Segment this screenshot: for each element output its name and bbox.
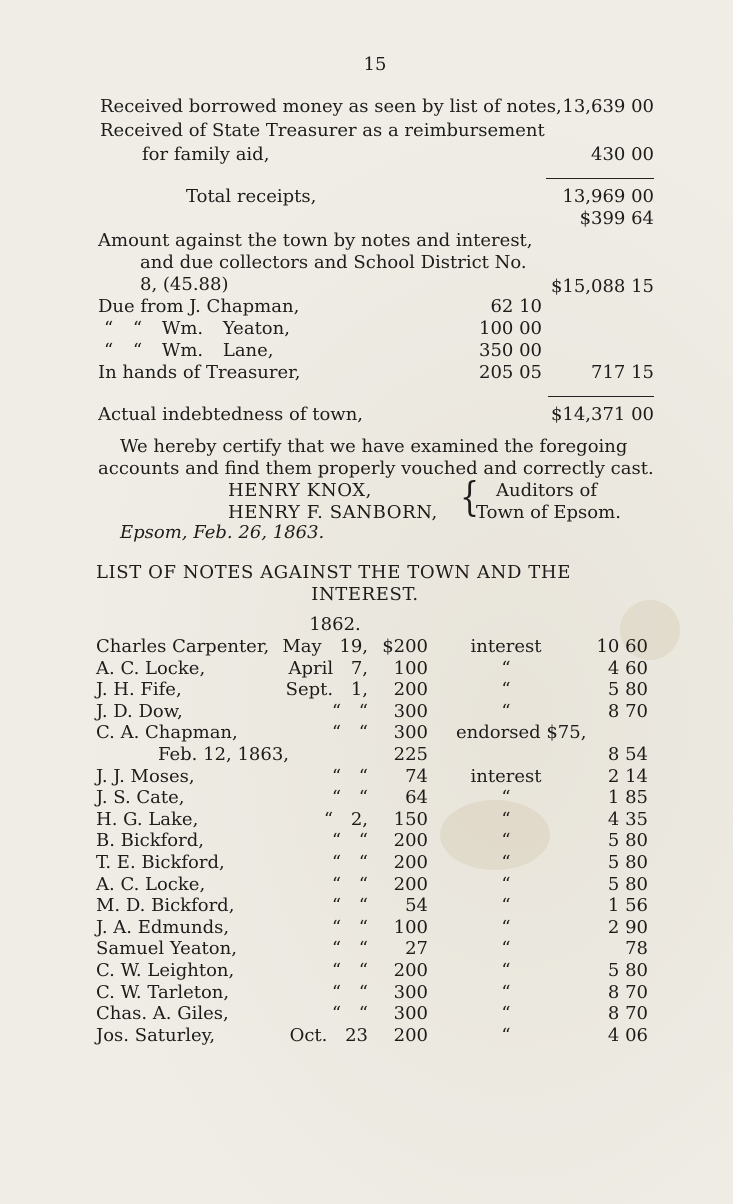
- note-principal: $200: [382, 636, 428, 657]
- note-remark: interest: [470, 636, 542, 657]
- note-date: “ “: [331, 787, 368, 809]
- note-holder-name: Chas. A. Giles,: [96, 1003, 229, 1025]
- note-holder-name: Charles Carpenter,: [96, 636, 270, 657]
- certification-line1: We hereby certify that we have examined the foregoing: [120, 436, 628, 457]
- note-remark: “: [501, 1003, 511, 1025]
- note-holder-name: J. A. Edmunds,: [96, 916, 230, 938]
- note-holder-name: Jos. Saturley,: [96, 1024, 216, 1046]
- note-remark: “: [501, 938, 511, 960]
- actual-indebtedness-label: Actual indebtedness of town,: [98, 404, 364, 425]
- note-principal: 300: [393, 981, 428, 1003]
- due-amount: 350 00: [479, 340, 542, 361]
- note-remark: endorsed $75,: [456, 722, 587, 744]
- note-date: “ “: [331, 1003, 368, 1025]
- note-remark: “: [501, 852, 511, 873]
- note-date: “ “: [331, 960, 368, 981]
- note-date: “ “: [331, 916, 368, 938]
- due-name: Due from J. Chapman,: [98, 296, 300, 317]
- note-interest: 4 35: [607, 808, 648, 830]
- note-principal: 200: [393, 679, 428, 701]
- note-principal: 300: [393, 722, 428, 744]
- note-holder-name: J. S. Cate,: [96, 787, 185, 809]
- note-interest: 8 70: [607, 1003, 648, 1025]
- auditor-role: Town of Epsom.: [476, 502, 621, 523]
- note-date: “ “: [331, 852, 368, 873]
- note-date: “ “: [331, 873, 368, 895]
- note-date: April 7,: [288, 657, 368, 679]
- note-interest: 1 56: [607, 895, 648, 917]
- note-remark: “: [501, 895, 511, 917]
- note-interest: 1 85: [607, 787, 648, 809]
- note-principal: 200: [393, 852, 428, 873]
- due-amount: 205 05: [479, 362, 542, 383]
- note-principal: 300: [393, 1003, 428, 1025]
- notes-heading-cont: INTEREST.: [311, 584, 419, 605]
- note-holder-name: M. D. Bickford,: [96, 895, 235, 917]
- state-treasurer-line2: for family aid,: [142, 144, 270, 165]
- note-remark: “: [501, 916, 511, 938]
- note-remark: “: [501, 787, 511, 809]
- note-principal: 74: [405, 765, 428, 787]
- note-date: May 19,: [282, 636, 368, 657]
- note-interest: 8 70: [607, 981, 648, 1003]
- note-principal: 200: [393, 960, 428, 981]
- note-interest: 2 14: [607, 765, 648, 787]
- note-date: “ “: [331, 765, 368, 787]
- note-principal: 225: [393, 744, 428, 765]
- auditor-name: HENRY KNOX,: [228, 480, 372, 501]
- note-holder-name: A. C. Locke,: [96, 873, 206, 895]
- note-remark: “: [501, 657, 511, 679]
- note-interest: 5 80: [607, 960, 648, 981]
- total-receipts-label: Total receipts,: [186, 186, 317, 207]
- state-treasurer-amount: 430 00: [591, 144, 654, 165]
- dues-rule: [548, 396, 654, 397]
- page-number: 15: [363, 54, 387, 75]
- due-amount: 62 10: [490, 296, 542, 317]
- auditor-role: Auditors of: [496, 480, 598, 501]
- indebtedness-line1: Amount against the town by notes and interest,: [98, 230, 533, 251]
- borrowed-money-label: Received borrowed money as seen by list of notes,: [100, 96, 562, 117]
- note-interest: 5 80: [607, 852, 648, 873]
- note-remark: interest: [470, 765, 542, 787]
- note-remark: “: [501, 679, 511, 701]
- actual-indebtedness-amount: $14,371 00: [550, 404, 654, 425]
- due-name: In hands of Treasurer,: [98, 362, 301, 383]
- note-interest: 4 60: [607, 657, 648, 679]
- dues-total: 717 15: [591, 362, 654, 383]
- note-date: “ 2,: [323, 808, 368, 830]
- due-amount: 100 00: [479, 318, 542, 339]
- place-date: Epsom, Feb. 26, 1863.: [120, 522, 325, 543]
- note-remark: “: [501, 700, 511, 722]
- auditor-name: HENRY F. SANBORN,: [228, 502, 438, 523]
- note-interest: 8 54: [607, 744, 648, 765]
- borrowed-money-amount: 13,639 00: [562, 96, 654, 117]
- note-holder-name: A. C. Locke,: [96, 657, 206, 679]
- note-interest: 78: [625, 938, 648, 960]
- indebtedness-line2: and due collectors and School District No.: [140, 252, 527, 273]
- note-remark: “: [501, 981, 511, 1003]
- note-date: Sept. 1,: [285, 679, 368, 701]
- note-principal: 64: [405, 787, 428, 809]
- total-receipts-amount: 13,969 00: [562, 186, 654, 207]
- note-interest: 8 70: [607, 700, 648, 722]
- indebtedness-amount: $15,088 15: [550, 276, 654, 297]
- note-principal: 150: [393, 808, 428, 830]
- note-interest: 4 06: [607, 1024, 648, 1046]
- note-holder-name: Samuel Yeaton,: [96, 938, 237, 960]
- notes-heading: LIST OF NOTES AGAINST THE TOWN AND THE: [96, 562, 571, 583]
- note-holder-name: Feb. 12, 1863,: [158, 744, 290, 765]
- brace-symbol: {: [460, 473, 480, 522]
- note-remark: “: [501, 873, 511, 895]
- note-date: “ “: [331, 830, 368, 852]
- note-holder-name: J. D. Dow,: [96, 700, 183, 722]
- note-holder-name: B. Bickford,: [96, 830, 204, 852]
- state-treasurer-line1: Received of State Treasurer as a reimbursement: [100, 120, 545, 141]
- note-interest: 5 80: [607, 830, 648, 852]
- balance-amount: $399 64: [579, 208, 654, 229]
- note-date: Oct. 23: [289, 1024, 368, 1046]
- note-holder-name: J. J. Moses,: [96, 765, 195, 787]
- note-remark: “: [501, 830, 511, 852]
- note-principal: 200: [393, 1024, 428, 1046]
- note-date: “ “: [331, 700, 368, 722]
- note-principal: 200: [393, 873, 428, 895]
- note-date: “ “: [331, 895, 368, 917]
- note-principal: 200: [393, 830, 428, 852]
- indebtedness-line3: 8, (45.88): [140, 274, 229, 295]
- note-date: “ “: [331, 938, 368, 960]
- note-date: “ “: [331, 981, 368, 1003]
- note-holder-name: C. W. Tarleton,: [96, 981, 230, 1003]
- note-holder-name: C. W. Leighton,: [96, 960, 235, 981]
- notes-year: 1862.: [309, 614, 361, 635]
- note-holder-name: H. G. Lake,: [96, 808, 199, 830]
- note-holder-name: T. E. Bickford,: [96, 852, 225, 873]
- note-remark: “: [501, 1024, 511, 1046]
- note-remark: “: [501, 960, 511, 981]
- note-interest: 2 90: [607, 916, 648, 938]
- due-name: “ “ Wm. Lane,: [104, 340, 274, 361]
- note-principal: 300: [393, 700, 428, 722]
- note-interest: 10 60: [596, 636, 648, 657]
- total-rule: [546, 178, 654, 179]
- note-holder-name: C. A. Chapman,: [96, 722, 238, 744]
- note-principal: 27: [405, 938, 428, 960]
- note-principal: 54: [405, 895, 428, 917]
- note-holder-name: J. H. Fife,: [96, 679, 182, 701]
- note-interest: 5 80: [607, 679, 648, 701]
- certification-line2: accounts and find them properly vouched and correctly cast.: [98, 458, 654, 479]
- due-name: “ “ Wm. Yeaton,: [104, 318, 290, 339]
- note-principal: 100: [393, 657, 428, 679]
- note-interest: 5 80: [607, 873, 648, 895]
- note-principal: 100: [393, 916, 428, 938]
- note-remark: “: [501, 808, 511, 830]
- note-date: “ “: [331, 722, 368, 744]
